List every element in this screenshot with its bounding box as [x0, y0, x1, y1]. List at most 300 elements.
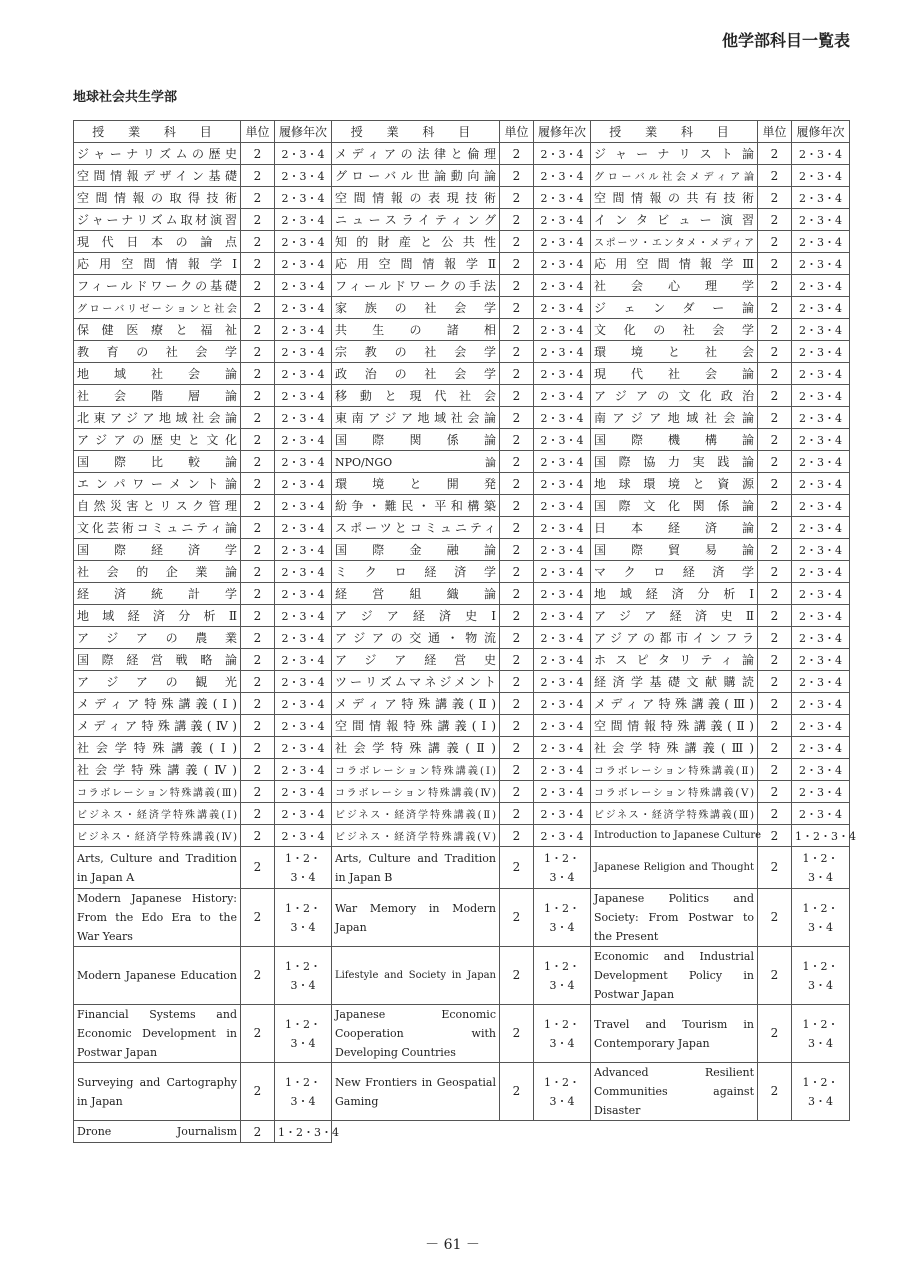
- course-years: 1・2・3・4: [275, 847, 332, 889]
- course-years: 2・3・4: [275, 341, 332, 363]
- course-years: 2・3・4: [792, 671, 850, 693]
- course-name: Surveying and Cartography in Japan: [74, 1063, 241, 1121]
- course-name: 空間情報特殊講義(Ⅰ): [332, 715, 500, 737]
- column-header: 履修年次: [534, 121, 591, 143]
- course-name: 国際経済学: [74, 539, 241, 561]
- course-years: 2・3・4: [275, 517, 332, 539]
- table-row: [74, 341, 850, 363]
- course-credits: 2: [241, 649, 275, 671]
- course-years: 2・3・4: [275, 297, 332, 319]
- course-credits: 2: [500, 209, 534, 231]
- course-name: 国際機構論: [591, 429, 758, 451]
- course-name: Lifestyle and Society in Japan: [332, 947, 500, 1005]
- course-credits: 2: [758, 825, 792, 847]
- table-row: [74, 253, 850, 275]
- course-credits: 2: [758, 253, 792, 275]
- course-credits: 2: [758, 275, 792, 297]
- course-name: Japanese Religion and Thought: [591, 847, 758, 889]
- table-row: [74, 429, 850, 451]
- course-name: ビジネス・経済学特殊講義(Ⅲ): [591, 803, 758, 825]
- course-name: 社会心理学: [591, 275, 758, 297]
- course-name: Drone Journalism: [74, 1121, 241, 1143]
- column-header: 履修年次: [792, 121, 850, 143]
- course-credits: 2: [758, 341, 792, 363]
- course-name: アジアの歴史と文化: [74, 429, 241, 451]
- course-credits: 2: [500, 737, 534, 759]
- course-name: 移動と現代社会: [332, 385, 500, 407]
- course-credits: 2: [500, 759, 534, 781]
- course-years: 1・2・3・4: [792, 947, 850, 1005]
- course-years: 2・3・4: [534, 649, 591, 671]
- course-credits: 2: [500, 847, 534, 889]
- course-credits: 2: [241, 737, 275, 759]
- course-years: 2・3・4: [792, 649, 850, 671]
- course-years: 2・3・4: [534, 605, 591, 627]
- course-credits: 2: [241, 561, 275, 583]
- course-credits: 2: [758, 605, 792, 627]
- course-name: 地域経済分析Ⅰ: [591, 583, 758, 605]
- table-row: [74, 495, 850, 517]
- course-name: Financial Systems and Economic Development in Postwar Japan: [74, 1005, 241, 1063]
- course-years: 2・3・4: [534, 583, 591, 605]
- course-years: 2・3・4: [275, 561, 332, 583]
- course-credits: 2: [758, 385, 792, 407]
- course-name: 国際貿易論: [591, 539, 758, 561]
- course-name: 社会学特殊講義(Ⅱ): [332, 737, 500, 759]
- course-years: 2・3・4: [534, 429, 591, 451]
- course-years: 2・3・4: [275, 825, 332, 847]
- course-name: Arts, Culture and Tradition in Japan A: [74, 847, 241, 889]
- course-years: 2・3・4: [534, 671, 591, 693]
- table-row: [74, 1121, 850, 1143]
- course-years: 2・3・4: [534, 253, 591, 275]
- course-credits: 2: [758, 209, 792, 231]
- course-years: 2・3・4: [275, 759, 332, 781]
- course-name: 応用空間情報学Ⅰ: [74, 253, 241, 275]
- course-years: 2・3・4: [275, 627, 332, 649]
- course-years: 1・2・3・4: [792, 1063, 850, 1121]
- course-name: スポーツ・エンタメ・メディア: [591, 231, 758, 253]
- table-row: [74, 671, 850, 693]
- course-credits: 2: [500, 947, 534, 1005]
- course-name: マクロ経済学: [591, 561, 758, 583]
- table-row: [74, 889, 850, 947]
- course-name: 政治の社会学: [332, 363, 500, 385]
- course-name: 紛争・難民・平和構築: [332, 495, 500, 517]
- page-header-title: 他学部科目一覧表: [721, 31, 850, 50]
- course-name: 経済統計学: [74, 583, 241, 605]
- course-credits: 2: [241, 253, 275, 275]
- course-name: コラボレーション特殊講義(Ⅱ): [591, 759, 758, 781]
- course-credits: 2: [758, 781, 792, 803]
- course-name: 社会階層論: [74, 385, 241, 407]
- table-row: [74, 363, 850, 385]
- course-years: 2・3・4: [534, 275, 591, 297]
- course-name: 地域経済分析Ⅱ: [74, 605, 241, 627]
- course-credits: 2: [241, 517, 275, 539]
- course-years: 2・3・4: [792, 627, 850, 649]
- table-row: [74, 737, 850, 759]
- table-row: [74, 583, 850, 605]
- course-years: 2・3・4: [534, 825, 591, 847]
- course-credits: 2: [500, 671, 534, 693]
- table-row: [74, 143, 850, 165]
- course-years: 2・3・4: [275, 319, 332, 341]
- course-name: Japanese Economic Cooperation with Developing Countries: [332, 1005, 500, 1063]
- course-credits: 2: [241, 187, 275, 209]
- course-years: 2・3・4: [792, 187, 850, 209]
- course-name: 社会学特殊講義(Ⅲ): [591, 737, 758, 759]
- course-credits: 2: [500, 143, 534, 165]
- course-name: ジャーナリスト論: [591, 143, 758, 165]
- course-credits: 2: [500, 605, 534, 627]
- course-years: 2・3・4: [534, 341, 591, 363]
- course-credits: 2: [500, 825, 534, 847]
- course-credits: 2: [241, 889, 275, 947]
- course-name: アジア経営史: [332, 649, 500, 671]
- course-credits: 2: [500, 187, 534, 209]
- course-credits: 2: [758, 517, 792, 539]
- course-name: ホスピタリティ論: [591, 649, 758, 671]
- course-name: ミクロ経済学: [332, 561, 500, 583]
- course-credits: 2: [500, 297, 534, 319]
- course-years: 2・3・4: [792, 363, 850, 385]
- course-name: Travel and Tourism in Contemporary Japan: [591, 1005, 758, 1063]
- course-name: Arts, Culture and Tradition in Japan B: [332, 847, 500, 889]
- course-name: アジアの農業: [74, 627, 241, 649]
- course-years: 2・3・4: [792, 715, 850, 737]
- course-name: 経営組織論: [332, 583, 500, 605]
- course-credits: 2: [500, 649, 534, 671]
- course-name: ツーリズムマネジメント: [332, 671, 500, 693]
- course-credits: 2: [500, 1063, 534, 1121]
- course-name: 文化の社会学: [591, 319, 758, 341]
- course-credits: 2: [500, 341, 534, 363]
- course-years: 2・3・4: [275, 209, 332, 231]
- course-credits: 2: [241, 847, 275, 889]
- course-years: 2・3・4: [275, 473, 332, 495]
- course-years: 1・2・3・4: [275, 1121, 332, 1143]
- course-name: 環境と開発: [332, 473, 500, 495]
- empty-cell: [591, 1121, 758, 1143]
- course-credits: 2: [500, 451, 534, 473]
- course-credits: 2: [500, 889, 534, 947]
- course-years: 1・2・3・4: [792, 1005, 850, 1063]
- course-years: 2・3・4: [275, 583, 332, 605]
- course-credits: 2: [500, 319, 534, 341]
- course-credits: 2: [241, 781, 275, 803]
- course-credits: 2: [758, 737, 792, 759]
- course-years: 2・3・4: [534, 759, 591, 781]
- course-name: 社会的企業論: [74, 561, 241, 583]
- page-number: － 61 －: [425, 1237, 480, 1253]
- course-name: メディア特殊講義(Ⅳ): [74, 715, 241, 737]
- course-credits: 2: [758, 671, 792, 693]
- course-name: ニュースライティング: [332, 209, 500, 231]
- course-name: グローバル世論動向論: [332, 165, 500, 187]
- course-credits: 2: [500, 495, 534, 517]
- table-row: [74, 517, 850, 539]
- course-years: 1・2・3・4: [534, 847, 591, 889]
- course-years: 2・3・4: [534, 803, 591, 825]
- course-credits: 2: [500, 407, 534, 429]
- course-name: 応用空間情報学Ⅲ: [591, 253, 758, 275]
- course-name: Introduction to Japanese Culture: [591, 825, 758, 847]
- course-name: フィールドワークの基礎: [74, 275, 241, 297]
- course-name: Advanced Resilient Communities against Disaster: [591, 1063, 758, 1121]
- course-name: 経済学基礎文献購読: [591, 671, 758, 693]
- course-credits: 2: [758, 363, 792, 385]
- course-years: 2・3・4: [534, 231, 591, 253]
- table-header-row: [74, 121, 850, 143]
- course-name: コラボレーション特殊講義(Ⅳ): [332, 781, 500, 803]
- course-credits: 2: [500, 473, 534, 495]
- course-credits: 2: [241, 825, 275, 847]
- course-name: 国際比較論: [74, 451, 241, 473]
- course-credits: 2: [241, 759, 275, 781]
- column-header: 授 業 科 目: [591, 121, 758, 143]
- course-name: コラボレーション特殊講義(Ⅰ): [332, 759, 500, 781]
- course-years: 2・3・4: [792, 319, 850, 341]
- course-years: 2・3・4: [275, 495, 332, 517]
- column-header: 授 業 科 目: [332, 121, 500, 143]
- course-name: 保健医療と福祉: [74, 319, 241, 341]
- course-credits: 2: [241, 495, 275, 517]
- course-years: 2・3・4: [534, 165, 591, 187]
- course-years: 2・3・4: [534, 407, 591, 429]
- course-years: 2・3・4: [534, 737, 591, 759]
- course-name: 社会学特殊講義(Ⅳ): [74, 759, 241, 781]
- course-years: 2・3・4: [534, 715, 591, 737]
- course-credits: 2: [241, 1121, 275, 1143]
- course-years: 2・3・4: [534, 693, 591, 715]
- course-years: 2・3・4: [792, 253, 850, 275]
- table-row: [74, 209, 850, 231]
- course-name: War Memory in Modern Japan: [332, 889, 500, 947]
- course-name: 空間情報の取得技術: [74, 187, 241, 209]
- table-row: [74, 275, 850, 297]
- course-name: 宗教の社会学: [332, 341, 500, 363]
- course-credits: 2: [758, 1005, 792, 1063]
- course-years: 2・3・4: [792, 781, 850, 803]
- course-years: 2・3・4: [792, 143, 850, 165]
- course-years: 2・3・4: [792, 451, 850, 473]
- table-row: [74, 231, 850, 253]
- table-row: [74, 319, 850, 341]
- course-name: アジア経済史Ⅱ: [591, 605, 758, 627]
- course-years: 1・2・3・4: [792, 825, 850, 847]
- course-years: 2・3・4: [792, 209, 850, 231]
- course-name: 家族の社会学: [332, 297, 500, 319]
- table-row: [74, 649, 850, 671]
- course-name: アジアの交通・物流: [332, 627, 500, 649]
- course-credits: 2: [241, 671, 275, 693]
- course-credits: 2: [241, 429, 275, 451]
- course-credits: 2: [500, 363, 534, 385]
- course-credits: 2: [241, 341, 275, 363]
- course-name: 北東アジア地域社会論: [74, 407, 241, 429]
- course-years: 2・3・4: [275, 385, 332, 407]
- course-name: 空間情報特殊講義(Ⅱ): [591, 715, 758, 737]
- course-name: スポーツとコミュニティ: [332, 517, 500, 539]
- course-credits: 2: [758, 889, 792, 947]
- course-name: 空間情報の共有技術: [591, 187, 758, 209]
- empty-cell: [792, 1121, 850, 1143]
- column-header: 単位: [758, 121, 792, 143]
- table-row: [74, 473, 850, 495]
- course-years: 2・3・4: [275, 803, 332, 825]
- course-years: 2・3・4: [275, 715, 332, 737]
- course-years: 2・3・4: [792, 605, 850, 627]
- course-name: ビジネス・経済学特殊講義(Ⅳ): [74, 825, 241, 847]
- course-years: 1・2・3・4: [275, 1063, 332, 1121]
- course-years: 2・3・4: [792, 517, 850, 539]
- course-credits: 2: [758, 947, 792, 1005]
- course-credits: 2: [758, 429, 792, 451]
- course-credits: 2: [758, 1063, 792, 1121]
- course-credits: 2: [241, 1005, 275, 1063]
- course-years: 2・3・4: [534, 143, 591, 165]
- course-name: 環境と社会: [591, 341, 758, 363]
- course-name: 地球環境と資源: [591, 473, 758, 495]
- course-name: コラボレーション特殊講義(Ⅲ): [74, 781, 241, 803]
- course-name: ビジネス・経済学特殊講義(Ⅴ): [332, 825, 500, 847]
- course-years: 2・3・4: [792, 385, 850, 407]
- course-credits: 2: [500, 231, 534, 253]
- table-row: [74, 803, 850, 825]
- course-years: 2・3・4: [534, 517, 591, 539]
- course-credits: 2: [241, 297, 275, 319]
- table-row: [74, 539, 850, 561]
- course-name: 東南アジア地域社会論: [332, 407, 500, 429]
- course-years: 2・3・4: [534, 561, 591, 583]
- course-name: メディア特殊講義(Ⅱ): [332, 693, 500, 715]
- course-name: グローバル社会メディア論: [591, 165, 758, 187]
- course-name: 国際関係論: [332, 429, 500, 451]
- course-name: 国際文化関係論: [591, 495, 758, 517]
- course-name: ビジネス・経済学特殊講義(Ⅰ): [74, 803, 241, 825]
- table-row: [74, 947, 850, 1005]
- course-name: ジェンダー論: [591, 297, 758, 319]
- course-credits: 2: [758, 561, 792, 583]
- course-name: Modern Japanese Education: [74, 947, 241, 1005]
- course-name: 現代社会論: [591, 363, 758, 385]
- course-credits: 2: [758, 451, 792, 473]
- course-credits: 2: [241, 363, 275, 385]
- course-years: 1・2・3・4: [792, 889, 850, 947]
- column-header: 単位: [500, 121, 534, 143]
- table-row: [74, 165, 850, 187]
- course-credits: 2: [241, 715, 275, 737]
- course-years: 1・2・3・4: [792, 847, 850, 889]
- course-years: 2・3・4: [534, 539, 591, 561]
- course-name: 南アジア地域社会論: [591, 407, 758, 429]
- course-name: ジャーナリズムの歴史: [74, 143, 241, 165]
- table-row: [74, 715, 850, 737]
- course-credits: 2: [241, 539, 275, 561]
- course-name: アジア経済史Ⅰ: [332, 605, 500, 627]
- table-row: [74, 561, 850, 583]
- course-credits: 2: [241, 407, 275, 429]
- course-years: 2・3・4: [275, 187, 332, 209]
- course-years: 1・2・3・4: [534, 1063, 591, 1121]
- course-credits: 2: [758, 803, 792, 825]
- course-years: 2・3・4: [275, 231, 332, 253]
- course-years: 1・2・3・4: [275, 947, 332, 1005]
- course-name: 応用空間情報学Ⅱ: [332, 253, 500, 275]
- table-row: [74, 605, 850, 627]
- course-years: 2・3・4: [534, 319, 591, 341]
- course-credits: 2: [500, 253, 534, 275]
- course-credits: 2: [758, 297, 792, 319]
- course-credits: 2: [241, 1063, 275, 1121]
- column-header: 履修年次: [275, 121, 332, 143]
- column-header: 授 業 科 目: [74, 121, 241, 143]
- course-years: 2・3・4: [534, 297, 591, 319]
- course-name: ビジネス・経済学特殊講義(Ⅱ): [332, 803, 500, 825]
- course-credits: 2: [758, 583, 792, 605]
- table-row: [74, 759, 850, 781]
- course-credits: 2: [241, 583, 275, 605]
- course-name: アジアの観光: [74, 671, 241, 693]
- course-credits: 2: [758, 847, 792, 889]
- course-years: 2・3・4: [534, 495, 591, 517]
- course-years: 2・3・4: [275, 693, 332, 715]
- course-name: フィールドワークの手法: [332, 275, 500, 297]
- course-name: New Frontiers in Geospatial Gaming: [332, 1063, 500, 1121]
- course-credits: 2: [500, 561, 534, 583]
- course-credits: 2: [241, 627, 275, 649]
- course-years: 2・3・4: [534, 473, 591, 495]
- course-years: 1・2・3・4: [275, 889, 332, 947]
- table-row: [74, 451, 850, 473]
- course-years: 2・3・4: [275, 451, 332, 473]
- course-years: 2・3・4: [792, 297, 850, 319]
- course-credits: 2: [500, 275, 534, 297]
- table-row: [74, 781, 850, 803]
- course-years: 2・3・4: [792, 495, 850, 517]
- course-credits: 2: [758, 759, 792, 781]
- course-credits: 2: [500, 429, 534, 451]
- table-row: [74, 385, 850, 407]
- course-years: 2・3・4: [275, 165, 332, 187]
- course-credits: 2: [758, 473, 792, 495]
- course-years: 2・3・4: [792, 759, 850, 781]
- course-years: 2・3・4: [275, 539, 332, 561]
- table-row: [74, 297, 850, 319]
- empty-cell: [500, 1121, 534, 1143]
- course-name: Japanese Politics and Society: From Postwar to the Present: [591, 889, 758, 947]
- course-name: 現代日本の論点: [74, 231, 241, 253]
- course-name: メディア特殊講義(Ⅲ): [591, 693, 758, 715]
- course-name: 国際経営戦略論: [74, 649, 241, 671]
- course-years: 2・3・4: [792, 231, 850, 253]
- course-years: 2・3・4: [534, 187, 591, 209]
- course-credits: 2: [500, 781, 534, 803]
- table-row: [74, 1063, 850, 1121]
- course-credits: 2: [241, 803, 275, 825]
- course-years: 2・3・4: [534, 363, 591, 385]
- table-row: [74, 1005, 850, 1063]
- course-credits: 2: [241, 451, 275, 473]
- course-name: 国際協力実践論: [591, 451, 758, 473]
- course-credits: 2: [758, 187, 792, 209]
- course-credits: 2: [500, 385, 534, 407]
- course-name: 日本経済論: [591, 517, 758, 539]
- course-credits: 2: [241, 319, 275, 341]
- course-credits: 2: [241, 143, 275, 165]
- course-years: 2・3・4: [792, 561, 850, 583]
